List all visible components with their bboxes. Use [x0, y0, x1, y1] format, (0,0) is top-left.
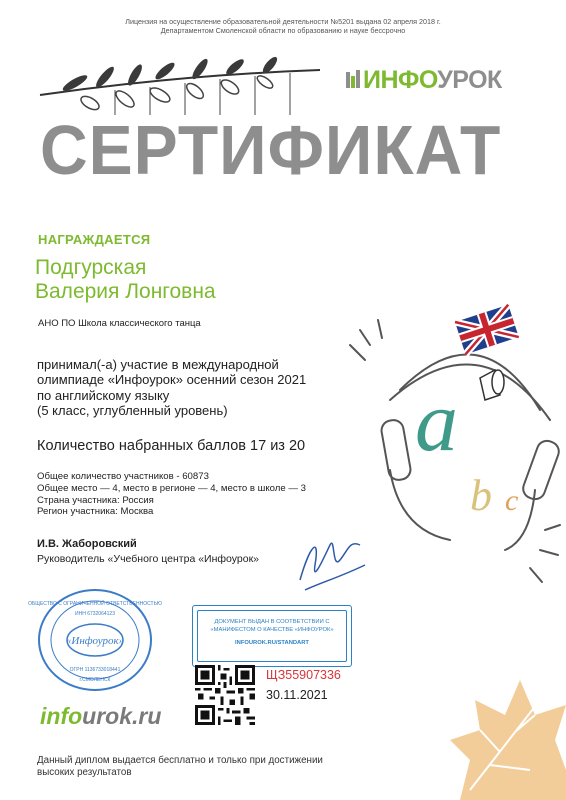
recipient-given-name: Валерия Лонговна — [35, 280, 216, 303]
participation-line: по английскому языку — [37, 387, 170, 403]
letter-b: b — [470, 471, 492, 520]
stamp-city: г.СМОЛЕНСК — [79, 677, 111, 683]
license-line-2: Департаментом Смоленской области по образованию и науке бессрочно — [160, 26, 406, 35]
signer-role: Руководитель «Учебного центра «Инфоурок» — [37, 553, 260, 565]
stamp-inn: ИНН 6732064123 — [74, 611, 116, 617]
brand-name — [363, 66, 502, 95]
stats-line: Общее место — 4, место в регионе — 4, место в школе — 3 — [37, 482, 306, 494]
manifest-line-2: «МАНИФЕСТОМ О КАЧЕСТВЕ «ИНФОУРОК» — [210, 627, 334, 633]
stats-line: Общее количество участников - 60873 — [37, 471, 209, 482]
logo-part-2: urok — [82, 703, 132, 729]
participation-line: (5 класс, углубленный уровень) — [37, 402, 228, 418]
recipient-surname: Подгурская — [35, 256, 147, 279]
autumn-leaf-icon — [440, 660, 566, 800]
organization: АНО ПО Школа классического танца — [38, 318, 201, 329]
manifest-line-1: ДОКУМЕНТ ВЫДАН В СООТВЕТСТВИИ С — [214, 619, 330, 625]
footer-line: высоких результатов — [37, 767, 132, 778]
brand-prefix: ИНФО — [363, 66, 438, 94]
license-line-1: Лицензия на осуществление образовательной деятельности №5201 выдана 02 апреля 2018 г. — [125, 17, 441, 26]
manifest-box — [192, 605, 352, 667]
stats-block — [37, 471, 306, 518]
qr-code-icon — [195, 665, 255, 725]
manifest-url: INFOUROK.RU/STANDART — [235, 640, 309, 646]
awarded-label: НАГРАЖДАЕТСЯ — [38, 232, 151, 247]
document-date: 30.11.2021 — [266, 688, 328, 702]
document-id: ЩЗ55907336 — [266, 668, 341, 682]
score-text: Количество набранных баллов 17 из 20 — [37, 438, 306, 454]
brand-mark-icon — [346, 70, 362, 90]
stats-line: Страна участника: Россия — [37, 494, 154, 506]
participation-line: олимпиаде «Инфоурок» осенний сезон 2021 — [37, 372, 307, 388]
footer-line: Данный диплом выдается бесплатно и только при достижении — [37, 755, 323, 766]
stamp-center: «Инфоурок» — [65, 635, 125, 647]
signer-name: И.В. Жаборовский — [37, 538, 137, 550]
stats-line: Регион участника: Москва — [37, 506, 154, 518]
stamp-seal-icon — [28, 585, 162, 695]
certificate-title: СЕРТИФИКАТ — [40, 111, 502, 189]
participation-line: принимал(-а) участие в международной — [37, 357, 279, 372]
logo-part-1: info — [40, 703, 83, 729]
signature-icon — [290, 525, 370, 600]
letter-c: c — [505, 484, 519, 517]
footer-note — [37, 755, 323, 779]
brand-suffix: УРОК — [437, 66, 502, 94]
participation-text — [37, 357, 306, 418]
stamp-ogrn: ОГРН 1136733018441 — [69, 667, 121, 673]
letter-a: a — [415, 373, 458, 469]
recipient-name — [35, 256, 216, 304]
infourok-logo — [40, 703, 161, 730]
logo-part-3: .ru — [132, 703, 162, 729]
license-text — [0, 17, 566, 35]
stamp-ring-text: ОБЩЕСТВО С ОГРАНИЧЕННОЙ ОТВЕТСТВЕННОСТЬЮ — [28, 601, 162, 607]
